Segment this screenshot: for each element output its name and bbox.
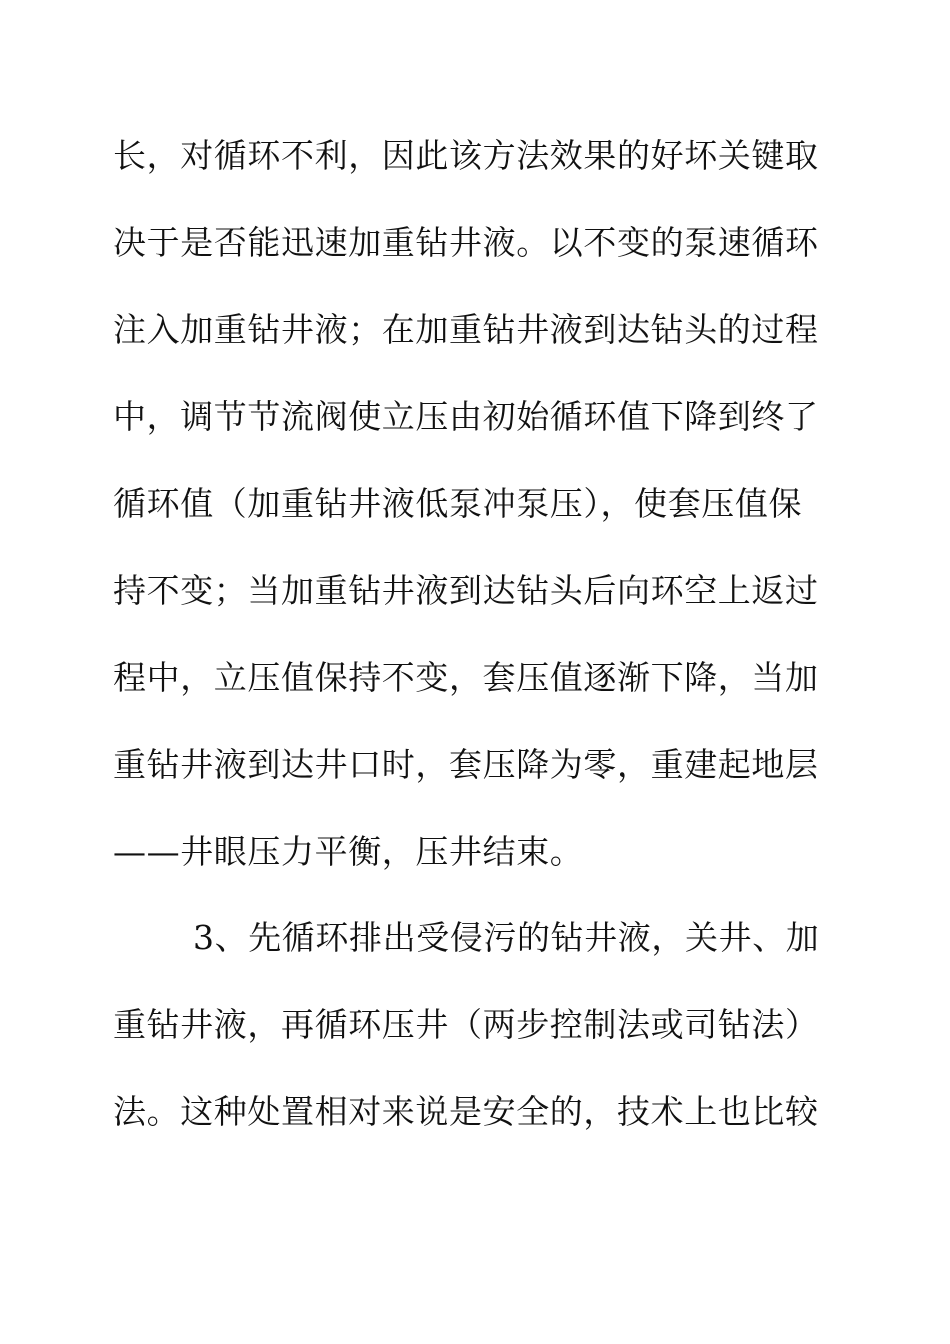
paragraph-line: 重钻井液到达井口时，套压降为零，重建起地层 [113, 745, 819, 784]
paragraph-line: 注入加重钻井液；在加重钻井液到达钻头的过程 [113, 310, 819, 349]
paragraph-line-indented: 3、先循环排出受侵污的钻井液，关井、加 [193, 918, 820, 957]
paragraph-line: 程中，立压值保持不变，套压值逐渐下降，当加 [113, 658, 819, 697]
paragraph-line: ——井眼压力平衡，压井结束。 [113, 832, 584, 871]
paragraph-line: 法。这种处置相对来说是安全的，技术上也比较 [113, 1092, 819, 1131]
paragraph-line: 中，调节节流阀使立压由初始循环值下降到终了 [113, 397, 819, 436]
paragraph-line: 重钻井液，再循环压井（两步控制法或司钻法） [113, 1005, 819, 1044]
paragraph-line: 循环值（加重钻井液低泵冲泵压），使套压值保 [113, 484, 803, 523]
paragraph-line: 持不变；当加重钻井液到达钻头后向环空上返过 [113, 571, 819, 610]
paragraph-line: 长，对循环不利，因此该方法效果的好坏关键取 [113, 136, 819, 175]
paragraph-line: 决于是否能迅速加重钻井液。以不变的泵速循环 [113, 223, 819, 262]
